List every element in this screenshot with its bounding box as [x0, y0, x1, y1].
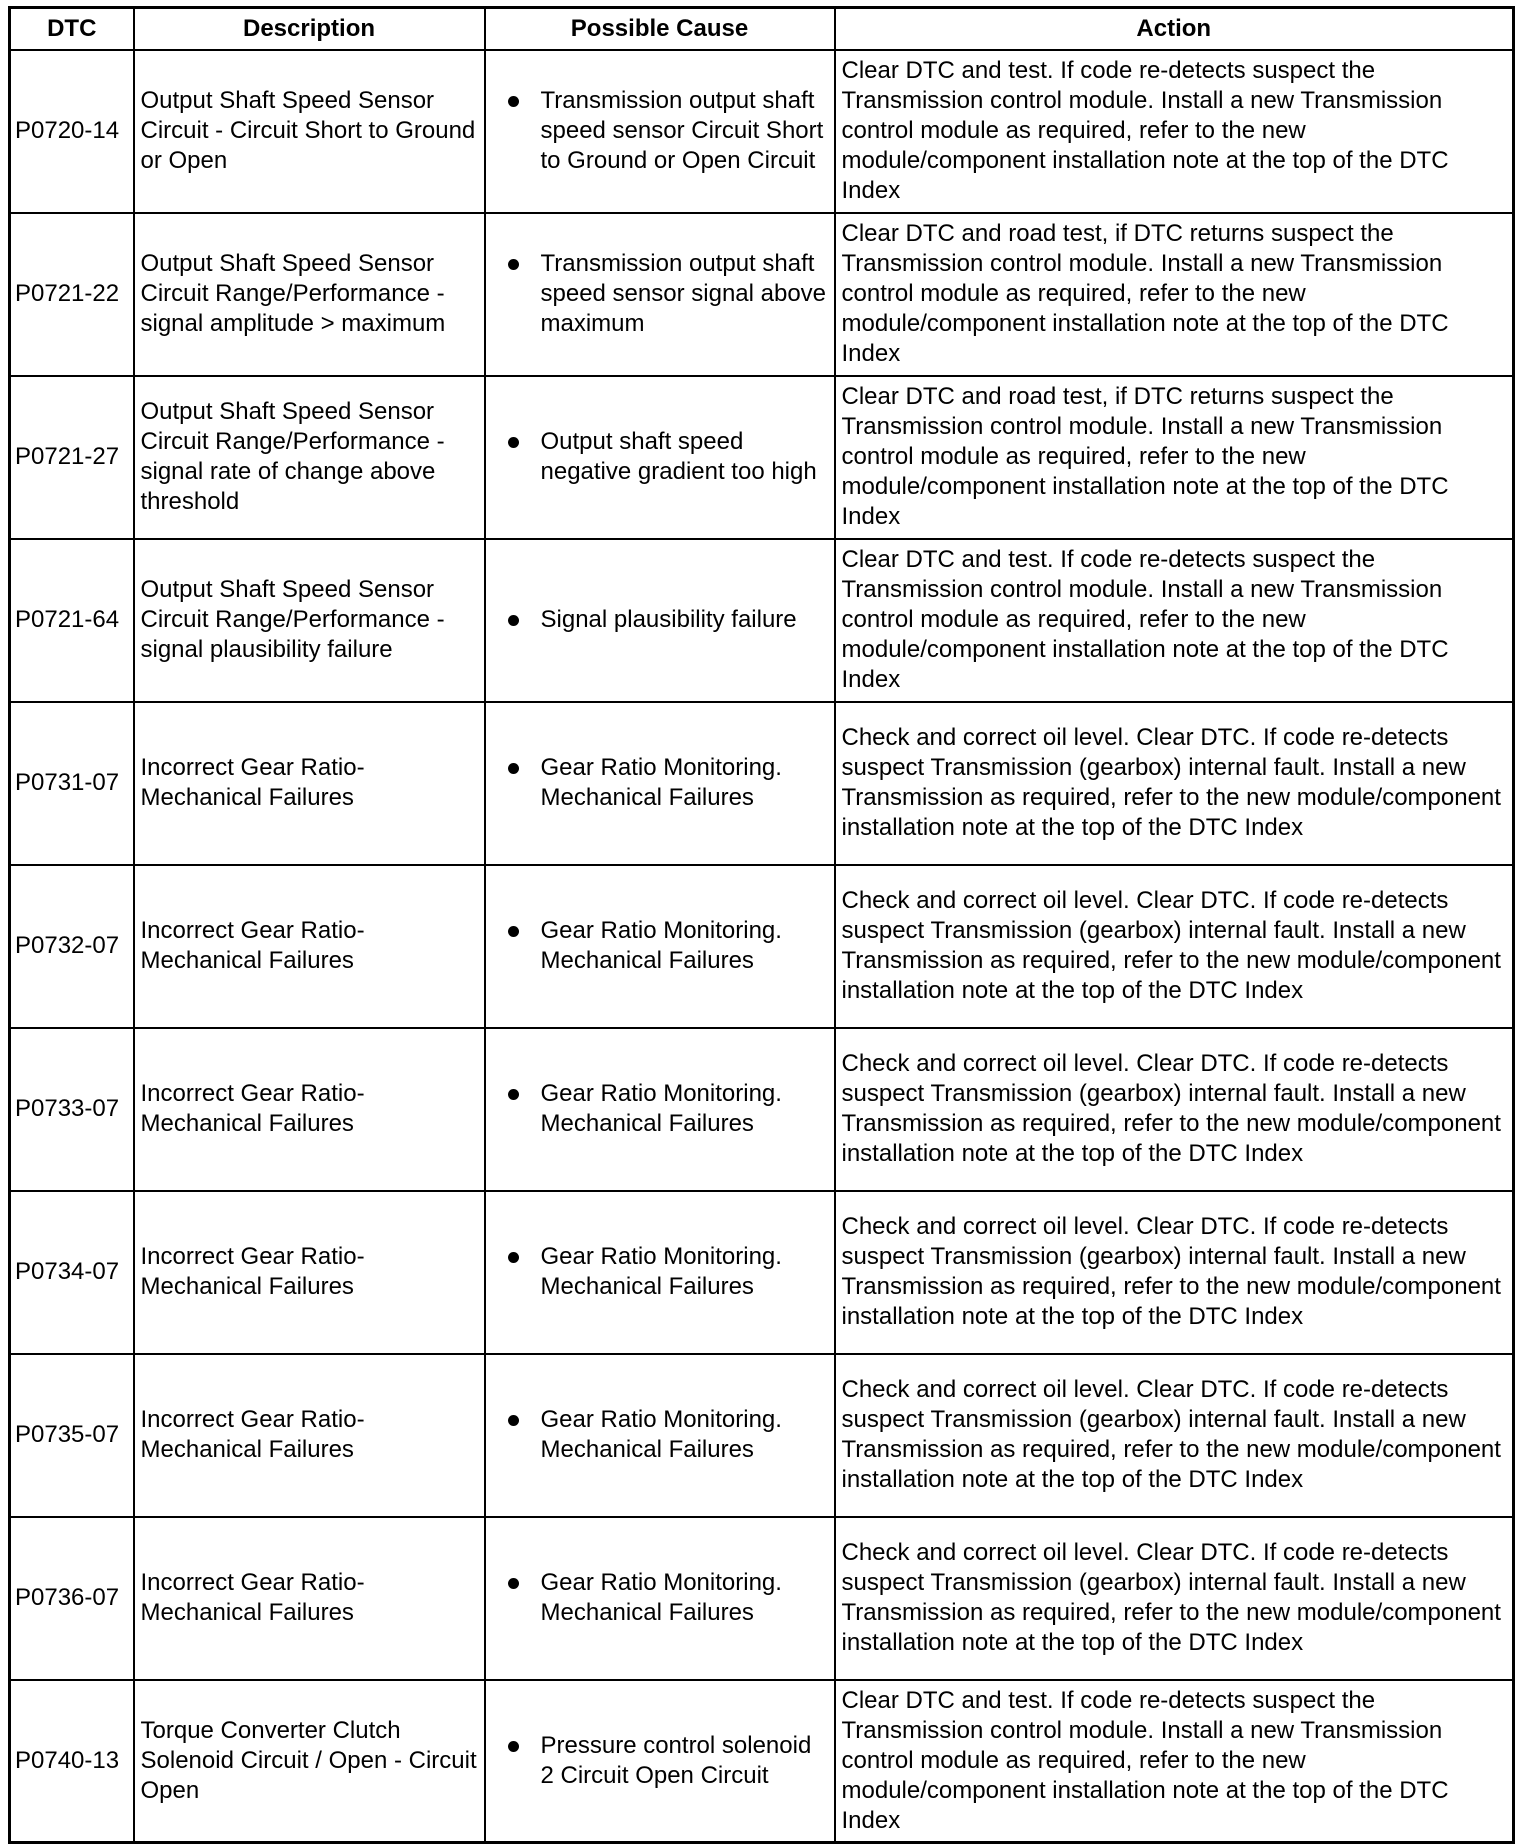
dtc-code: P0735-07 — [10, 1354, 134, 1517]
table-row — [10, 1028, 1514, 1191]
bullet-icon — [508, 763, 519, 774]
possible-cause-cell — [485, 376, 835, 539]
header-description: Description — [134, 8, 485, 50]
possible-cause-text: Output shaft speed negative gradient too high — [540, 428, 817, 485]
possible-cause-text: Gear Ratio Monitoring. Mechanical Failures — [540, 1080, 782, 1137]
dtc-code: P0721-22 — [10, 213, 134, 376]
table-row — [10, 1191, 1514, 1354]
dtc-action: Check and correct oil level. Clear DTC. If code re-detects suspect Transmission (gearbox) internal fault. Install a new Transmission as required, refer to the new module/component installation note at the top of the DTC Index — [835, 1517, 1514, 1680]
bullet-icon — [508, 1741, 519, 1752]
table-header — [10, 8, 1514, 50]
dtc-action: Check and correct oil level. Clear DTC. If code re-detects suspect Transmission (gearbox) internal fault. Install a new Transmission as required, refer to the new module/component installation note at the top of the DTC Index — [835, 1028, 1514, 1191]
possible-cause-cell — [485, 539, 835, 702]
possible-cause-cell — [485, 702, 835, 865]
possible-cause-text: Gear Ratio Monitoring. Mechanical Failures — [540, 917, 782, 974]
table-row — [10, 865, 1514, 1028]
dtc-description: Incorrect Gear Ratio-Mechanical Failures — [134, 1517, 485, 1680]
header-dtc: DTC — [10, 8, 134, 50]
header-action: Action — [835, 8, 1514, 50]
possible-cause-item — [486, 249, 830, 339]
possible-cause-item — [486, 1405, 830, 1465]
table-row — [10, 702, 1514, 865]
dtc-table — [8, 6, 1515, 1844]
bullet-icon — [508, 96, 519, 107]
dtc-description: Output Shaft Speed Sensor Circuit Range/Performance - signal amplitude > maximum — [134, 213, 485, 376]
dtc-code: P0720-14 — [10, 50, 134, 213]
table-row — [10, 1354, 1514, 1517]
possible-cause-cell — [485, 213, 835, 376]
bullet-icon — [508, 1252, 519, 1263]
table-row — [10, 50, 1514, 213]
table-row — [10, 1517, 1514, 1680]
table-row — [10, 213, 1514, 376]
dtc-code: P0734-07 — [10, 1191, 134, 1354]
dtc-description: Output Shaft Speed Sensor Circuit - Circuit Short to Ground or Open — [134, 50, 485, 213]
dtc-description: Incorrect Gear Ratio-Mechanical Failures — [134, 1354, 485, 1517]
possible-cause-item — [486, 1731, 830, 1791]
bullet-icon — [508, 437, 519, 448]
bullet-icon — [508, 259, 519, 270]
dtc-code: P0740-13 — [10, 1680, 134, 1843]
bullet-icon — [508, 615, 519, 626]
table-row — [10, 1680, 1514, 1843]
possible-cause-item — [486, 427, 830, 487]
dtc-code: P0721-27 — [10, 376, 134, 539]
dtc-code: P0731-07 — [10, 702, 134, 865]
table-row — [10, 376, 1514, 539]
possible-cause-text: Gear Ratio Monitoring. Mechanical Failures — [540, 754, 782, 811]
possible-cause-cell — [485, 1680, 835, 1843]
possible-cause-cell — [485, 50, 835, 213]
bullet-icon — [508, 926, 519, 937]
dtc-code: P0732-07 — [10, 865, 134, 1028]
possible-cause-text: Pressure control solenoid 2 Circuit Open Circuit — [540, 1731, 812, 1789]
dtc-description: Incorrect Gear Ratio-Mechanical Failures — [134, 1191, 485, 1354]
dtc-code: P0721-64 — [10, 539, 134, 702]
dtc-action: Clear DTC and test. If code re-detects suspect the Transmission control module. Install a new Transmission control module as required, refer to the new module/component installation note at the top of the DTC Index — [835, 50, 1514, 213]
dtc-description: Torque Converter Clutch Solenoid Circuit / Open - Circuit Open — [134, 1680, 485, 1843]
possible-cause-item — [486, 1079, 830, 1139]
dtc-action: Check and correct oil level. Clear DTC. If code re-detects suspect Transmission (gearbox) internal fault. Install a new Transmission as required, refer to the new module/component installation note at the top of the DTC Index — [835, 865, 1514, 1028]
possible-cause-cell — [485, 1191, 835, 1354]
possible-cause-cell — [485, 865, 835, 1028]
dtc-description: Incorrect Gear Ratio-Mechanical Failures — [134, 1028, 485, 1191]
possible-cause-item — [486, 86, 830, 176]
possible-cause-text: Gear Ratio Monitoring. Mechanical Failures — [540, 1406, 782, 1463]
bullet-icon — [508, 1578, 519, 1589]
bullet-icon — [508, 1089, 519, 1100]
possible-cause-item — [486, 916, 830, 976]
dtc-action: Clear DTC and test. If code re-detects suspect the Transmission control module. Install a new Transmission control module as required, refer to the new module/component installation note at the top of the DTC Index — [835, 539, 1514, 702]
table-row — [10, 539, 1514, 702]
dtc-action: Clear DTC and road test, if DTC returns suspect the Transmission control module. Install a new Transmission control module as required, refer to the new module/component installation note at the top of the DTC Index — [835, 376, 1514, 539]
possible-cause-text: Transmission output shaft speed sensor Circuit Short to Ground or Open Circuit — [540, 87, 824, 174]
possible-cause-item — [486, 753, 830, 813]
table-body — [10, 50, 1514, 1843]
header-row — [10, 8, 1514, 50]
dtc-description: Output Shaft Speed Sensor Circuit Range/Performance - signal plausibility failure — [134, 539, 485, 702]
dtc-action: Check and correct oil level. Clear DTC. If code re-detects suspect Transmission (gearbox) internal fault. Install a new Transmission as required, refer to the new module/component installation note at the top of the DTC Index — [835, 1354, 1514, 1517]
possible-cause-text: Gear Ratio Monitoring. Mechanical Failures — [540, 1243, 782, 1300]
dtc-action: Clear DTC and road test, if DTC returns suspect the Transmission control module. Install a new Transmission control module as required, refer to the new module/component installation note at the top of the DTC Index — [835, 213, 1514, 376]
bullet-icon — [508, 1415, 519, 1426]
dtc-action: Check and correct oil level. Clear DTC. If code re-detects suspect Transmission (gearbox) internal fault. Install a new Transmission as required, refer to the new module/component installation note at the top of the DTC Index — [835, 1191, 1514, 1354]
dtc-description: Incorrect Gear Ratio-Mechanical Failures — [134, 865, 485, 1028]
dtc-code: P0736-07 — [10, 1517, 134, 1680]
possible-cause-text: Gear Ratio Monitoring. Mechanical Failures — [540, 1569, 782, 1626]
possible-cause-item — [486, 605, 830, 635]
dtc-description: Output Shaft Speed Sensor Circuit Range/Performance - signal rate of change above threshold — [134, 376, 485, 539]
possible-cause-text: Signal plausibility failure — [540, 606, 797, 633]
dtc-action: Clear DTC and test. If code re-detects suspect the Transmission control module. Install a new Transmission control module as required, refer to the new module/component installation note at the top of the DTC Index — [835, 1680, 1514, 1843]
dtc-description: Incorrect Gear Ratio-Mechanical Failures — [134, 702, 485, 865]
header-possible-cause: Possible Cause — [485, 8, 835, 50]
possible-cause-text: Transmission output shaft speed sensor signal above maximum — [540, 250, 827, 337]
possible-cause-cell — [485, 1028, 835, 1191]
possible-cause-item — [486, 1568, 830, 1628]
dtc-action: Check and correct oil level. Clear DTC. If code re-detects suspect Transmission (gearbox) internal fault. Install a new Transmission as required, refer to the new module/component installation note at the top of the DTC Index — [835, 702, 1514, 865]
dtc-code: P0733-07 — [10, 1028, 134, 1191]
possible-cause-cell — [485, 1517, 835, 1680]
possible-cause-item — [486, 1242, 830, 1302]
possible-cause-cell — [485, 1354, 835, 1517]
